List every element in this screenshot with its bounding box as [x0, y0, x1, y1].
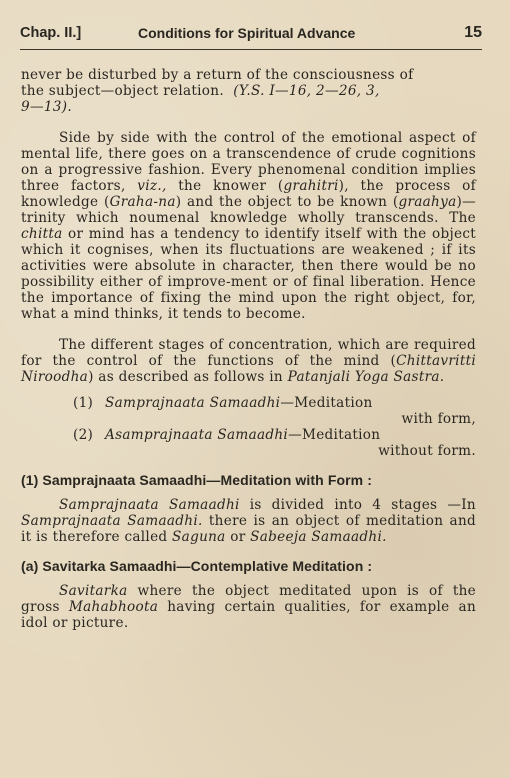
- page-body: [21, 67, 476, 631]
- paragraph-samprajnaata: Samprajnaata Samaadhi is divided into 4 stages —In Samprajnaata Samaadhi. there is an object of meditation and it is therefore called Saguna or Sabeeja Samaadhi.: [21, 497, 477, 545]
- list-item: (2) Asamprajnaata Samaadhi—Meditation without form.: [73, 427, 476, 459]
- section-heading: (1) Samprajnaata Samaadhi—Meditation with Form :: [21, 472, 372, 488]
- paragraph-savitarka: Savitarka where the object meditated upon is of the gross Mahabhoota having certain qualities, for example an idol or picture.: [21, 583, 477, 631]
- header-rule: [20, 49, 482, 50]
- chapter-title: Conditions for Spiritual Advance: [138, 25, 356, 41]
- section-subheading: (a) Savitarka Samaadhi—Contemplative Meditation :: [21, 558, 373, 574]
- yoga-sutra-reference: (Y.S. I—16, 2—26, 3,: [233, 83, 380, 99]
- paragraph-cognition: Side by side with the control of the emotional aspect of mental life, there goes on a transcendence of crude cognitions on a progressive fashion. Every phenomenal condition implies three factors, viz., the knower (grahitri), the process of knowledge (Graha-na) and the object to be known (graahya)—trinity which noumenal knowledge wholly transcends. The chitta or mind has a tendency to identify itself with the object which it cognises, when its fluctuations are weakened ; if its activities were absolute in character, then there would be no possibility either of improve-ment or of final liberation. Hence the importance of fixing the mind upon the right object, for, what a mind thinks, it tends to become.: [21, 130, 476, 322]
- paragraph-stages: The different stages of concentration, which are required for the control of the functions of the mind (Chittavritti Niroodha) as described as follows in Patanjali Yoga Sastra.: [21, 337, 476, 385]
- page-number: 15: [464, 24, 482, 41]
- running-header: [20, 22, 482, 46]
- paragraph-continuation: never be disturbed by a return of the consciousness of the subject—object relation. (Y.S. I—16, 2—26, 3, 9—13).: [21, 67, 414, 115]
- list-item: (1) Samprajnaata Samaadhi—Meditation with form,: [73, 395, 476, 427]
- chapter-label: Chap. II.]: [20, 25, 82, 41]
